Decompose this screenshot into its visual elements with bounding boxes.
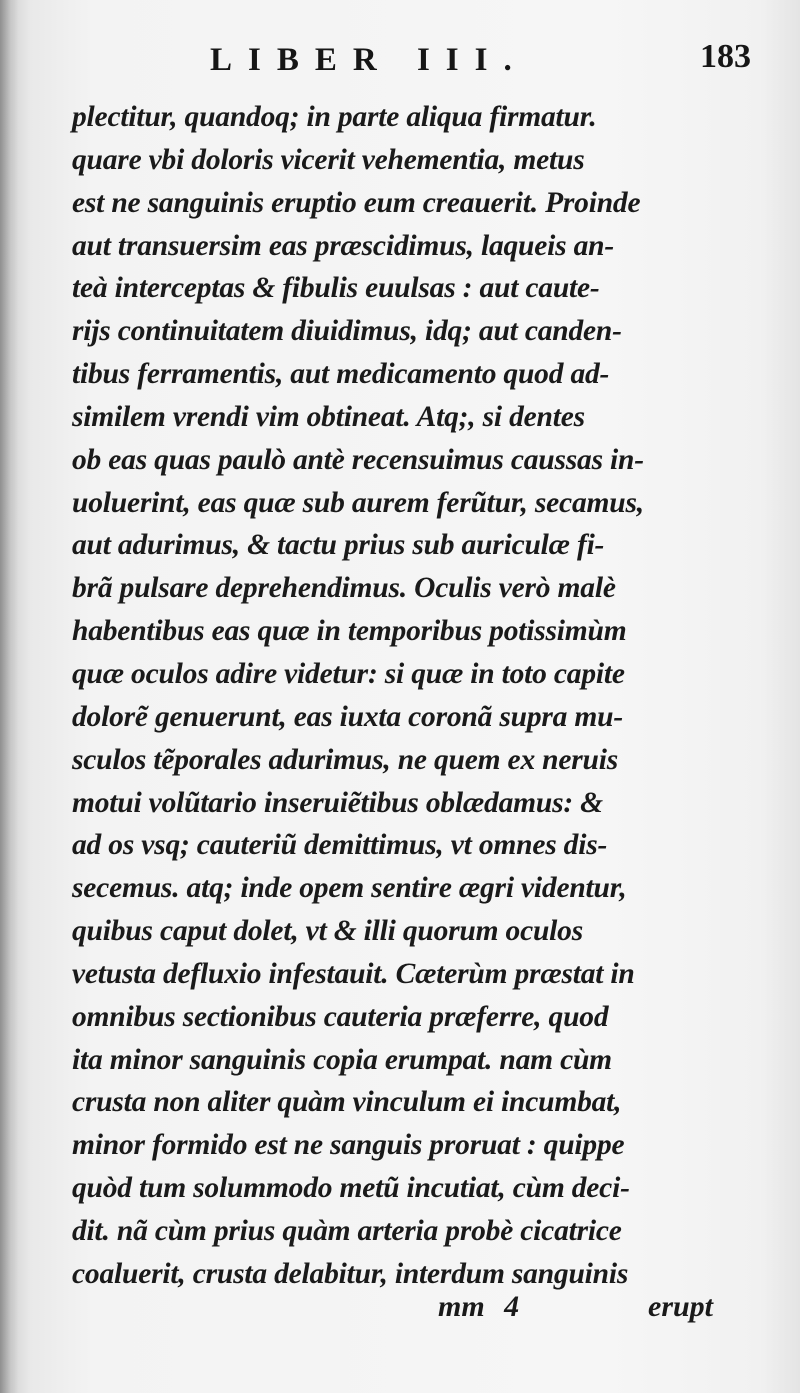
text-line: omnibus sectionibus cauteria præferre, quod (72, 1000, 609, 1033)
signature-mark: mm 4 (438, 1290, 520, 1323)
text-line: brã pulsare deprehendimus. Oculis verò malè (72, 572, 616, 605)
text-line: motui volũtario inseruiẽtibus oblædamus: & (72, 786, 603, 819)
running-title: LIBER III. (210, 42, 528, 78)
catchword: erupt (648, 1290, 714, 1323)
text-line: ita minor sanguinis copia erumpat. nam cùm (72, 1043, 612, 1076)
text-line: aut adurimus, & tactu prius sub auriculæ fi- (72, 529, 605, 562)
text-line: est ne sanguinis eruptio eum creauerit. Proinde (72, 186, 641, 219)
text-line: dit. nã cùm prius quàm arteria probè cicatrice (72, 1214, 622, 1247)
text-line: rijs continuitatem diuidimus, idq; aut canden- (72, 315, 622, 348)
text-line: ob eas quas paulò antè recensuimus caussas in- (72, 443, 644, 476)
text-line: uoluerint, eas quæ sub aurem ferũtur, secamus, (72, 486, 644, 519)
text-line: crusta non aliter quàm vinculum ei incumbat, (72, 1086, 622, 1119)
text-line: quòd tum solummodo metũ incutiat, cùm deci- (72, 1172, 630, 1205)
text-line: minor formido est ne sanguis proruat : quippe (72, 1129, 625, 1162)
text-line: habentibus eas quæ in temporibus potissimùm (72, 615, 627, 648)
text-line: quibus caput dolet, vt & illi quorum oculos (72, 915, 584, 948)
text-line: sculos tẽporales adurimus, ne quem ex neruis (72, 743, 619, 776)
text-line: quare vbi doloris vicerit vehementia, metus (72, 143, 585, 176)
page-footer (0, 1290, 800, 1334)
running-head (0, 38, 800, 88)
page-gutter-shadow (0, 0, 18, 1393)
page-number: 183 (700, 38, 751, 75)
text-line: plectitur, quandoq; in parte aliqua firmatur. (72, 101, 597, 133)
text-line: vetusta defluxio infestauit. Cæterùm præstat in (72, 957, 635, 990)
text-line: tibus ferramentis, aut medicamento quod ad- (72, 358, 610, 391)
body-text (72, 96, 732, 1296)
text-line: aut transuersim eas præscidimus, laqueis an- (72, 229, 614, 262)
text-line: dolorẽ genuerunt, eas iuxta coronã supra mu- (72, 700, 623, 733)
text-line: secemus. atq; inde opem sentire ægri videntur, (72, 872, 627, 905)
text-line: similem vrendi vim obtineat. Atq;, si dentes (72, 400, 585, 433)
text-line: teà interceptas & fibulis euulsas : aut caute- (72, 272, 600, 305)
text-line: coaluerit, crusta delabitur, interdum sanguinis (72, 1257, 629, 1290)
text-line: ad os vsq; cauteriũ demittimus, vt omnes dis- (72, 829, 608, 862)
text-line: quæ oculos adire videtur: si quæ in toto capite (72, 657, 625, 690)
